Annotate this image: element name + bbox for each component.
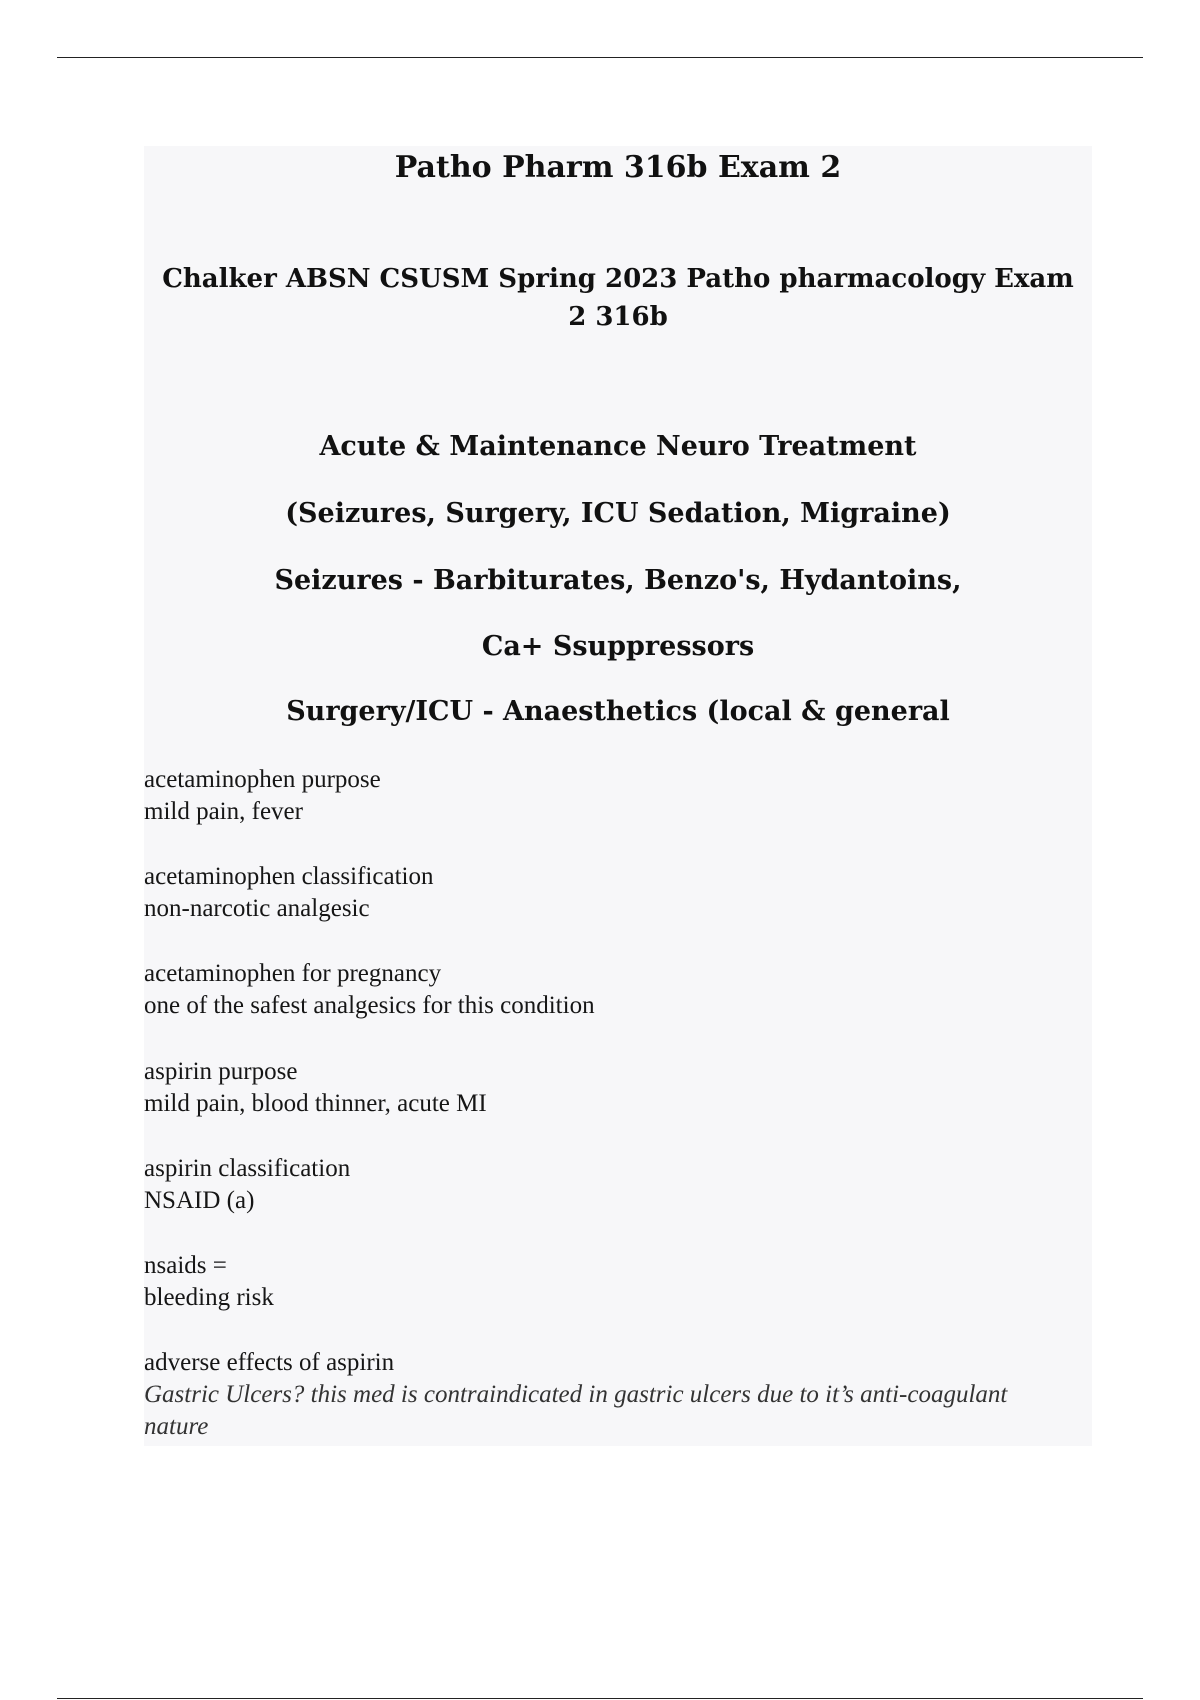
- flashcard-definition: Gastric Ulcers? this med is contraindicated in gastric ulcers due to it’s anti-coagulant nature: [144, 1381, 1014, 1440]
- top-divider: [57, 57, 1143, 58]
- flashcard-term: acetaminophen purpose: [144, 766, 381, 793]
- flashcard-definition: bleeding risk: [144, 1284, 274, 1311]
- flashcard-term: aspirin purpose: [144, 1058, 298, 1085]
- flashcard: [144, 1250, 1092, 1314]
- flashcard: [144, 1056, 1092, 1120]
- document-subtitle: Chalker ABSN CSUSM Spring 2023 Patho pharmacology Exam 2 316b: [162, 264, 1074, 332]
- section-heading: Acute & Maintenance Neuro Treatment: [319, 431, 917, 462]
- document-title: Patho Pharm 316b Exam 2: [394, 150, 842, 185]
- section-heading: Ca+ Ssuppressors: [481, 631, 755, 662]
- flashcard-definition: mild pain, blood thinner, acute MI: [144, 1090, 487, 1117]
- flashcard-definition: one of the safest analgesics for this condition: [144, 992, 595, 1019]
- flashcard-definition: NSAID (a): [144, 1187, 255, 1214]
- flashcard-definition: non-narcotic analgesic: [144, 895, 370, 922]
- flashcard: [144, 764, 1092, 828]
- flashcard-term: adverse effects of aspirin: [144, 1349, 395, 1376]
- document-page: [144, 146, 1092, 1446]
- flashcard: [144, 958, 1092, 1022]
- bottom-divider: [57, 1698, 1143, 1699]
- flashcard-definition: mild pain, fever: [144, 798, 303, 825]
- flashcard-term: acetaminophen classification: [144, 863, 434, 890]
- flashcard-term: nsaids =: [144, 1252, 227, 1279]
- flashcard: [144, 1153, 1092, 1217]
- flashcard-term: aspirin classification: [144, 1155, 351, 1182]
- section-heading: (Seizures, Surgery, ICU Sedation, Migraine): [285, 498, 951, 529]
- flashcard-term: acetaminophen for pregnancy: [144, 960, 442, 987]
- section-heading: Seizures - Barbiturates, Benzo's, Hydantoins,: [274, 565, 962, 596]
- section-heading: Surgery/ICU - Anaesthetics (local & general: [286, 696, 950, 727]
- flashcard: [144, 1347, 1092, 1443]
- flashcard: [144, 861, 1092, 925]
